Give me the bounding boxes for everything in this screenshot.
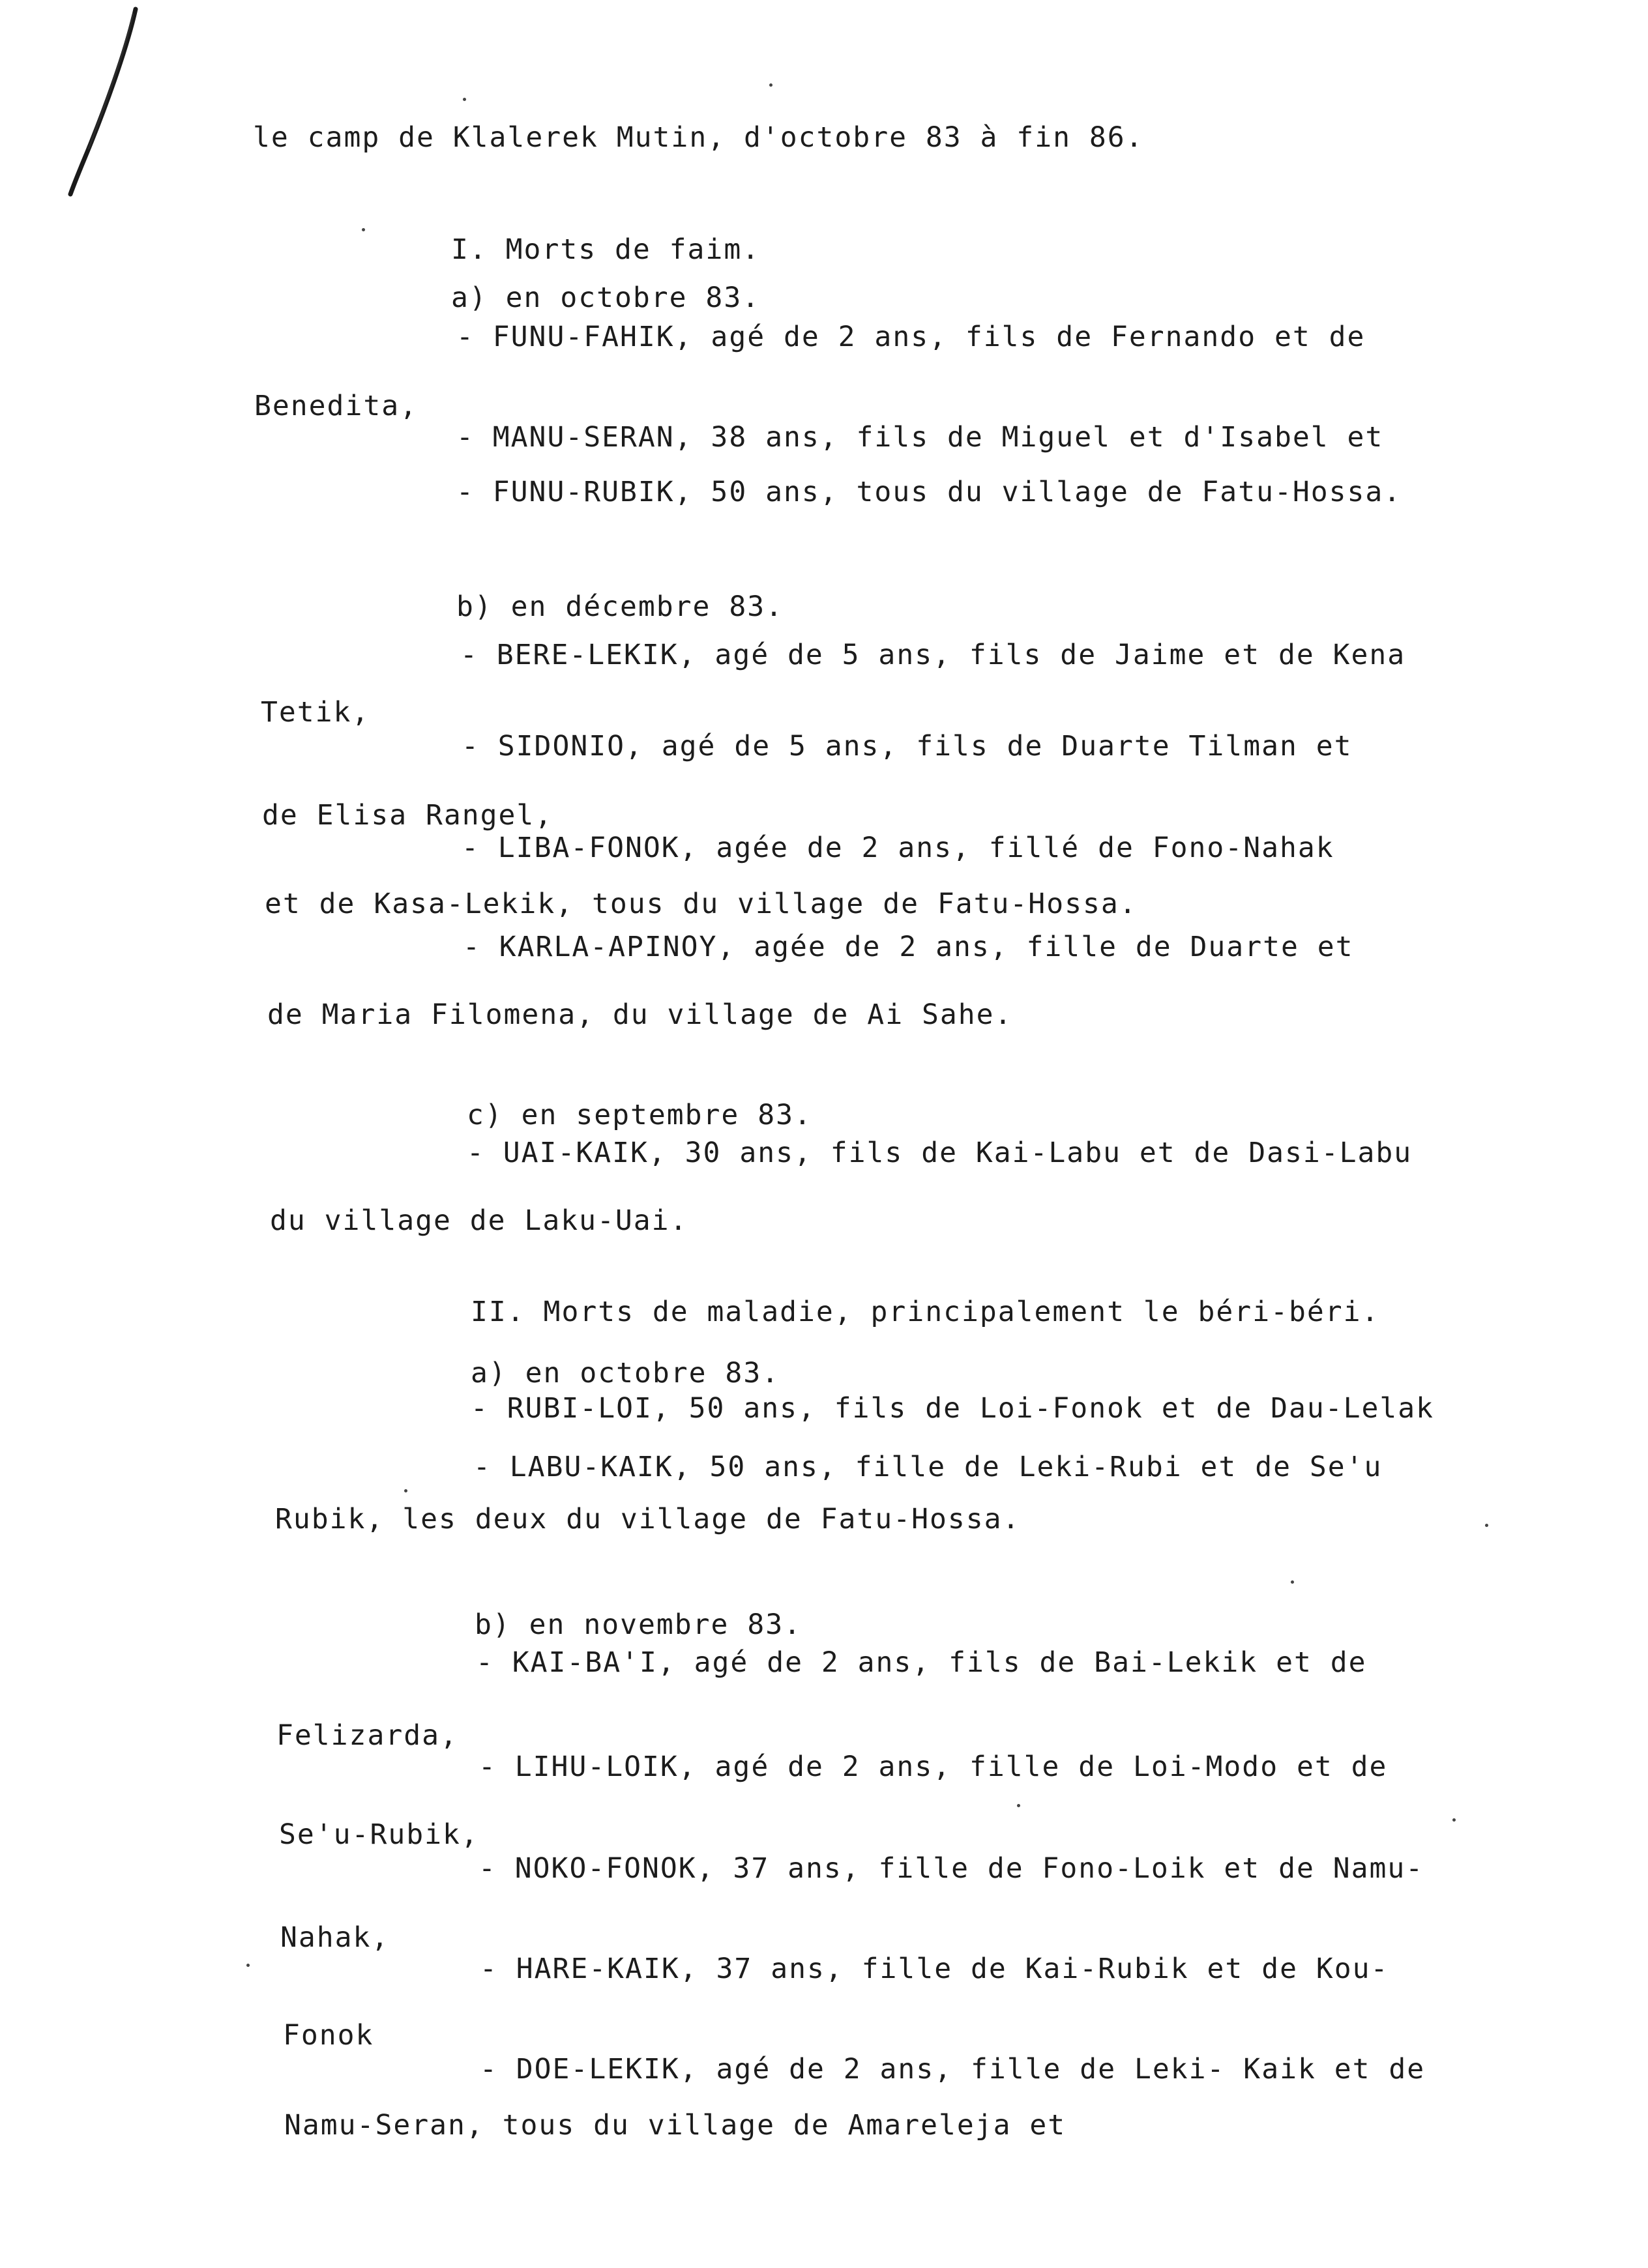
text-line: Namu-Seran, tous du village de Amareleja et bbox=[284, 2109, 1067, 2142]
text-line: Se'u-Rubik, bbox=[279, 1818, 479, 1851]
text-line: - KARLA-APINOY, agée de 2 ans, fille de Duarte et bbox=[463, 931, 1354, 963]
text-line: de Elisa Rangel, bbox=[262, 799, 553, 832]
text-line: - HARE-KAIK, 37 ans, fille de Kai-Rubik et de Kou- bbox=[480, 1953, 1389, 1985]
text-line: Tetik, bbox=[261, 696, 370, 729]
scan-speck bbox=[1485, 1524, 1488, 1527]
text-line: - KAI-BA'I, agé de 2 ans, fils de Bai-Lekik et de bbox=[476, 1646, 1367, 1679]
text-line: - FUNU-FAHIK, agé de 2 ans, fils de Fernando et de bbox=[456, 321, 1366, 353]
subsection-heading: a) en octobre 83. bbox=[451, 282, 761, 314]
subsection-heading: b) en novembre 83. bbox=[475, 1608, 802, 1641]
text-line: du village de Laku-Uai. bbox=[270, 1204, 688, 1237]
text-line: Rubik, les deux du village de Fatu-Hossa. bbox=[275, 1503, 1021, 1535]
scan-speck bbox=[1291, 1580, 1294, 1584]
text-line: de Maria Filomena, du village de Ai Sahe. bbox=[267, 998, 1013, 1031]
text-line: - NOKO-FONOK, 37 ans, fille de Fono-Loik et de Namu- bbox=[478, 1852, 1424, 1885]
text-line: - BERE-LEKIK, agé de 5 ans, fils de Jaime et de Kena bbox=[460, 639, 1406, 671]
pen-stroke-mark bbox=[38, 5, 155, 214]
scan-speck bbox=[1017, 1804, 1020, 1807]
text-line: - DOE-LEKIK, agé de 2 ans, fille de Leki- Kaik et de bbox=[480, 2053, 1426, 2086]
text-line: Nahak, bbox=[280, 1921, 390, 1954]
text-line: le camp de Klalerek Mutin, d'octobre 83 à fin 86. bbox=[253, 121, 1144, 154]
text-line: - LIBA-FONOK, agée de 2 ans, fillé de Fono-Nahak bbox=[462, 832, 1334, 864]
text-line: - FUNU-RUBIK, 50 ans, tous du village de Fatu-Hossa. bbox=[456, 476, 1402, 508]
scan-speck bbox=[404, 1489, 407, 1492]
scan-speck bbox=[246, 1964, 250, 1967]
text-line: - MANU-SERAN, 38 ans, fils de Miguel et d'Isabel et bbox=[456, 421, 1384, 454]
text-line: Felizarda, bbox=[276, 1719, 458, 1752]
subsection-heading: a) en octobre 83. bbox=[471, 1357, 780, 1389]
text-line: Benedita, bbox=[254, 390, 418, 422]
scan-speck bbox=[1452, 1818, 1456, 1822]
scan-speck bbox=[463, 98, 466, 101]
scan-speck bbox=[769, 83, 772, 87]
text-line: - LIHU-LOIK, agé de 2 ans, fille de Loi-Modo et de bbox=[478, 1751, 1388, 1783]
text-line: et de Kasa-Lekik, tous du village de Fatu-Hossa. bbox=[265, 888, 1138, 920]
text-line: - LABU-KAIK, 50 ans, fille de Leki-Rubi et de Se'u bbox=[473, 1451, 1383, 1483]
section-heading: I. Morts de faim. bbox=[451, 233, 761, 266]
text-line: - UAI-KAIK, 30 ans, fils de Kai-Labu et de Dasi-Labu bbox=[467, 1137, 1413, 1169]
text-line: - RUBI-LOI, 50 ans, fils de Loi-Fonok et de Dau-Lelak bbox=[471, 1392, 1435, 1425]
subsection-heading: b) en décembre 83. bbox=[456, 590, 784, 623]
section-heading: II. Morts de maladie, principalement le béri-béri. bbox=[471, 1296, 1380, 1328]
scan-speck bbox=[362, 228, 365, 231]
text-line: Fonok bbox=[283, 2019, 374, 2052]
text-line: - SIDONIO, agé de 5 ans, fils de Duarte Tilman et bbox=[462, 730, 1353, 763]
subsection-heading: c) en septembre 83. bbox=[467, 1099, 812, 1131]
